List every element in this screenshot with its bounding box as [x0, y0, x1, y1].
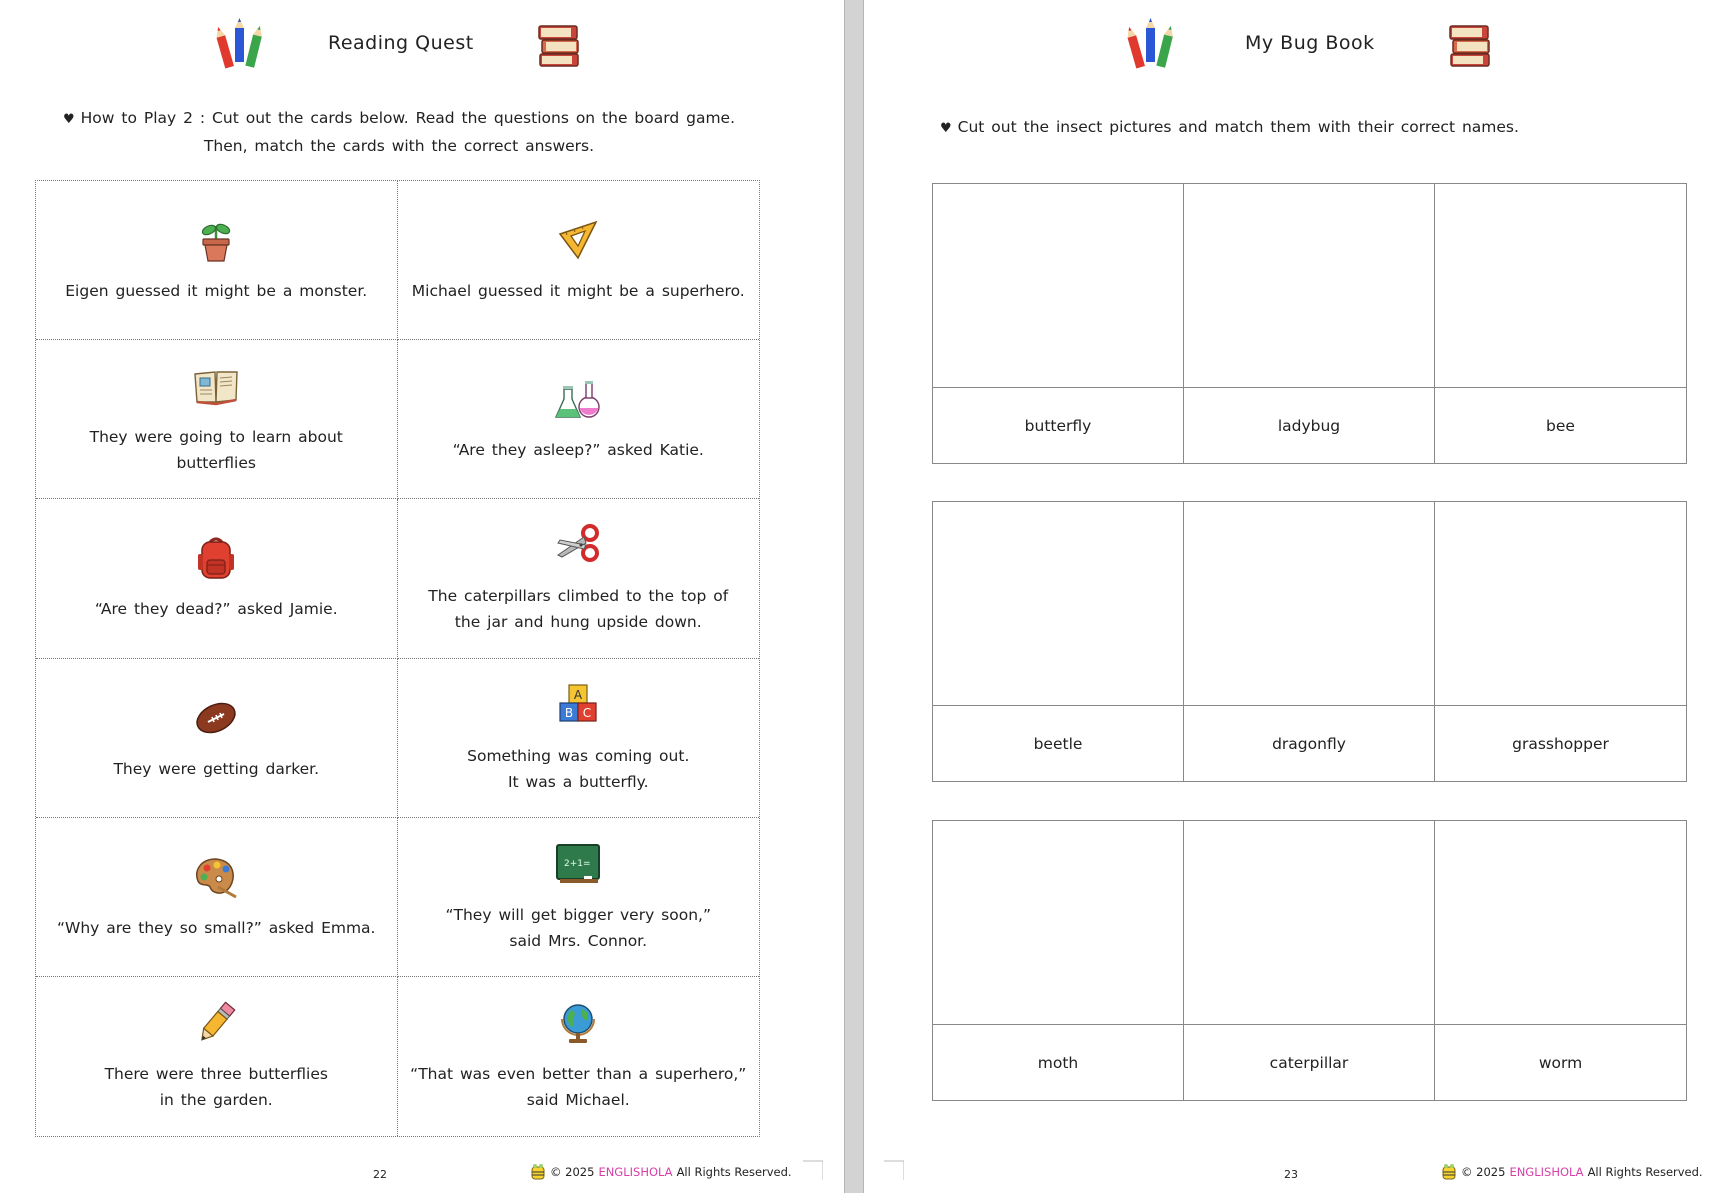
colored-pencils-icon — [215, 18, 265, 70]
open-book-icon — [192, 362, 240, 410]
scissors-icon — [554, 521, 602, 569]
page-gutter — [844, 0, 864, 1193]
picture-cell[interactable] — [1435, 502, 1686, 706]
picture-cell[interactable] — [933, 821, 1184, 1025]
card-text: “Are they asleep?” asked Katie. — [452, 441, 704, 460]
book-stack-icon — [1447, 20, 1493, 70]
picture-cell[interactable] — [1435, 184, 1686, 388]
picture-cell[interactable] — [1184, 184, 1435, 388]
football-icon — [192, 694, 240, 742]
crop-mark — [803, 1160, 823, 1180]
insect-table — [932, 501, 1687, 782]
card-text: “Why are they so small?” asked Emma. — [57, 918, 376, 937]
card-text: “That was even better than a superhero,” said Michael. — [410, 1065, 747, 1110]
picture-cell[interactable] — [933, 502, 1184, 706]
book-stack-icon — [536, 20, 582, 70]
brand-name: ENGLISHOLA — [598, 1165, 673, 1179]
heart-icon: ♥ — [62, 112, 75, 127]
insect-name: ladybug — [1184, 388, 1435, 463]
card-text: The caterpillars climbed to the top of the jar and hung upside down. — [428, 587, 729, 632]
instruction: ♥ Cut out the insect pictures and match them with their correct names. — [940, 118, 1519, 136]
left-page — [0, 0, 844, 1193]
insect-name: worm — [1538, 1053, 1583, 1072]
footer — [530, 1163, 792, 1181]
card-text: “They will get bigger very soon,” said Mrs. Connor. — [445, 905, 712, 950]
svg-text:C: C — [583, 705, 592, 720]
card-text: They were getting darker. — [113, 759, 320, 778]
card[interactable] — [36, 181, 398, 340]
globe-icon — [554, 999, 602, 1047]
page-title: Reading Quest — [328, 32, 474, 54]
crop-mark — [884, 1160, 904, 1180]
page-number: 23 — [1284, 1168, 1298, 1181]
insect-name: caterpillar — [1184, 1025, 1435, 1100]
picture-cell[interactable] — [933, 184, 1184, 388]
insect-name: beetle — [933, 706, 1184, 781]
page-title: My Bug Book — [1245, 32, 1375, 54]
card-text: Something was coming out. It was a butterfly. — [467, 746, 690, 791]
chalkboard-icon — [554, 840, 602, 888]
flasks-icon — [554, 375, 602, 423]
card[interactable] — [36, 659, 398, 818]
cards-grid — [35, 180, 760, 1137]
card[interactable] — [398, 818, 760, 977]
paint-palette-icon — [192, 853, 240, 901]
bee-logo-icon — [1441, 1163, 1457, 1181]
instructions-line-2: Then, match the cards with the correct answers. — [203, 137, 595, 155]
card-text: There were three butterflies in the garden. — [104, 1065, 328, 1110]
card[interactable] — [36, 818, 398, 977]
footer — [1441, 1163, 1703, 1181]
picture-cell[interactable] — [1184, 502, 1435, 706]
heart-icon: ♥ — [940, 121, 952, 136]
instructions-line-1: ♥ How to Play 2 : Cut out the cards below. Read the questions on the board game. — [62, 109, 736, 127]
colored-pencils-icon — [1126, 18, 1176, 70]
card[interactable] — [36, 340, 398, 499]
insect-name: grasshopper — [1512, 734, 1609, 753]
card-text: Eigen guessed it might be a monster. — [65, 282, 368, 301]
card-text: “Are they dead?” asked Jamie. — [94, 600, 338, 619]
card[interactable] — [398, 977, 760, 1136]
card[interactable] — [398, 340, 760, 499]
rights-text: All Rights Reserved. — [1587, 1165, 1703, 1179]
card[interactable] — [398, 181, 760, 340]
plant-pot-icon — [192, 216, 240, 264]
pencil-icon — [192, 999, 240, 1047]
card[interactable] — [398, 659, 760, 818]
backpack-icon — [192, 534, 240, 582]
card-text: They were going to learn about butterflies — [89, 428, 343, 473]
abc-blocks-icon — [554, 681, 602, 729]
card[interactable] — [398, 499, 760, 658]
instructions — [44, 105, 754, 159]
card[interactable] — [36, 977, 398, 1136]
insect-name: dragonfly — [1184, 706, 1435, 781]
rights-text: All Rights Reserved. — [676, 1165, 792, 1179]
svg-text:A: A — [574, 687, 583, 702]
copyright: © 2025 — [550, 1165, 595, 1179]
insect-name: moth — [933, 1025, 1184, 1100]
picture-cell[interactable] — [1184, 821, 1435, 1025]
svg-text:2+1=: 2+1= — [564, 858, 591, 869]
insect-name: butterfly — [933, 388, 1184, 463]
bee-logo-icon — [530, 1163, 546, 1181]
insect-name: bee — [1546, 416, 1575, 435]
insect-table — [932, 820, 1687, 1101]
card-text: Michael guessed it might be a superhero. — [411, 282, 745, 301]
card[interactable] — [36, 499, 398, 658]
copyright: © 2025 — [1461, 1165, 1506, 1179]
ruler-triangle-icon — [554, 216, 602, 264]
picture-cell[interactable] — [1435, 821, 1686, 1025]
svg-text:B: B — [565, 705, 574, 720]
page-number: 22 — [373, 1168, 387, 1181]
brand-name: ENGLISHOLA — [1509, 1165, 1584, 1179]
insect-table — [932, 183, 1687, 464]
